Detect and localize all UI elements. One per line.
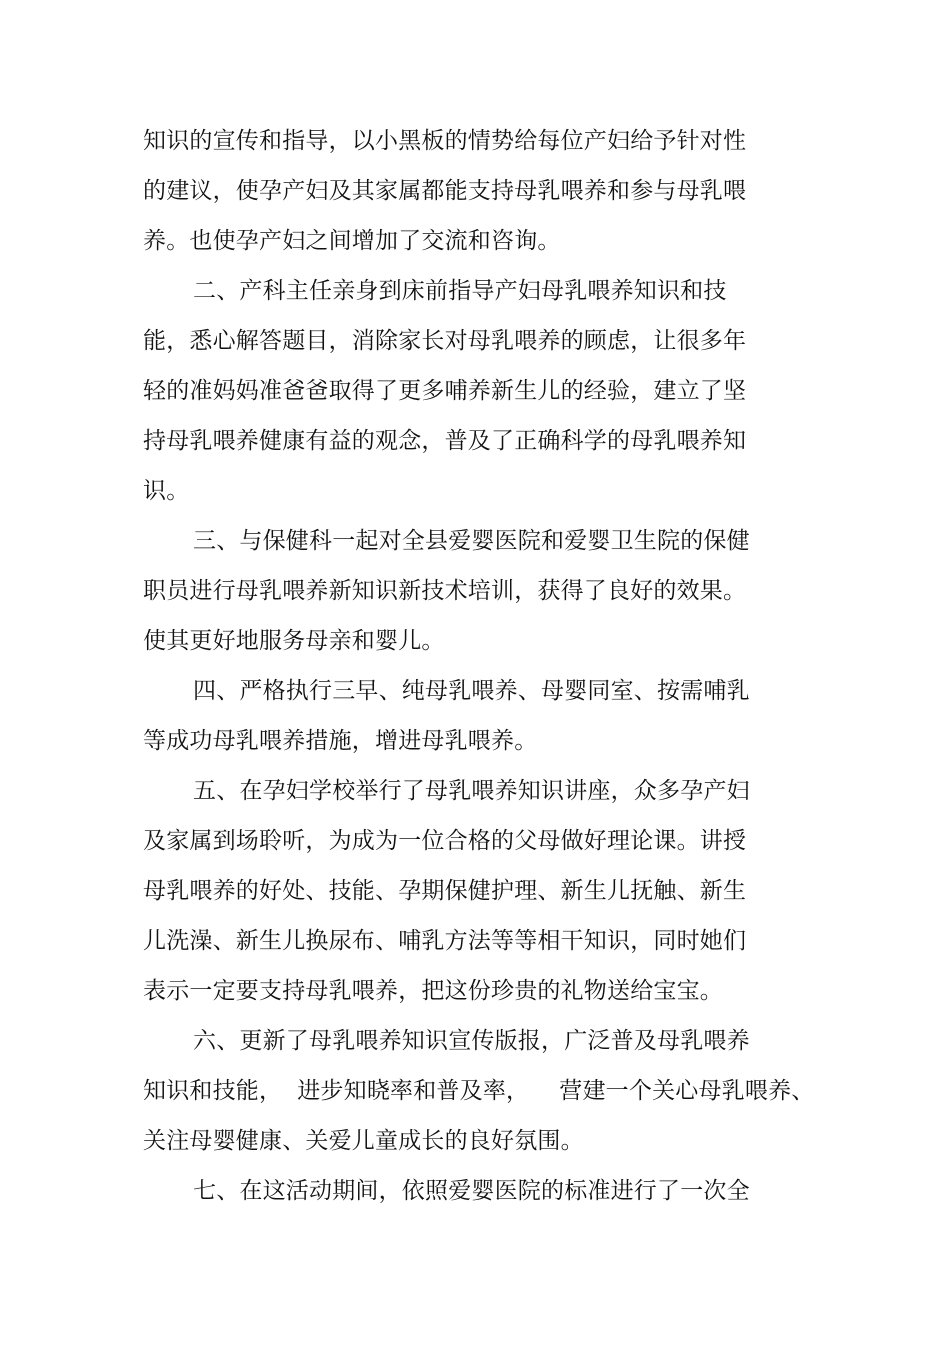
text-line: 表示一定要支持母乳喂养，把这份珍贵的礼物送给宝宝。	[143, 978, 723, 1004]
paragraph-5-start: 五、在孕妇学校举行了母乳喂养知识讲座，众多孕产妇	[193, 778, 750, 804]
paragraph-6-start: 六、更新了母乳喂养知识宣传版报，广泛普及母乳喂养	[193, 1028, 750, 1054]
text-line: 等成功母乳喂养措施，增进母乳喂养。	[143, 728, 538, 754]
text-line: 养。也使孕产妇之间增加了交流和咨询。	[143, 228, 561, 254]
text-line: 能，悉心解答题目，消除家长对母乳喂养的顾虑，让很多年	[143, 328, 747, 354]
paragraph-7-start: 七、在这活动期间，依照爱婴医院的标准进行了一次全	[193, 1178, 750, 1204]
paragraph-2-start: 二、产科主任亲身到床前指导产妇母乳喂养知识和技	[193, 278, 727, 304]
text-line: 持母乳喂养健康有益的观念，普及了正确科学的母乳喂养知	[143, 428, 747, 454]
text-line: 儿洗澡、新生儿换尿布、哺乳方法等等相干知识，同时她们	[143, 928, 747, 954]
text-line: 知识的宣传和指导，以小黑板的情势给每位产妇给予针对性	[143, 128, 747, 154]
text-line: 识。	[143, 478, 190, 504]
text-line: 母乳喂养的好处、技能、孕期保健护理、新生儿抚触、新生	[143, 878, 747, 904]
text-line: 知识和技能， 进步知晓率和普及率， 营建一个关心母乳喂养、	[143, 1078, 815, 1104]
text-line: 关注母婴健康、关爱儿童成长的良好氛围。	[143, 1128, 584, 1154]
paragraph-4-start: 四、严格执行三早、纯母乳喂养、母婴同室、按需哺乳	[193, 678, 750, 704]
text-line: 及家属到场聆听，为成为一位合格的父母做好理论课。讲授	[143, 828, 747, 854]
text-line: 轻的准妈妈准爸爸取得了更多哺养新生儿的经验，建立了坚	[143, 378, 747, 404]
text-line: 使其更好地服务母亲和婴儿。	[143, 628, 445, 654]
text-line: 的建议，使孕产妇及其家属都能支持母乳喂养和参与母乳喂	[143, 178, 747, 204]
paragraph-3-start: 三、与保健科一起对全县爱婴医院和爱婴卫生院的保健	[193, 528, 750, 554]
text-line: 职员进行母乳喂养新知识新技术培训，获得了良好的效果。	[143, 578, 747, 604]
